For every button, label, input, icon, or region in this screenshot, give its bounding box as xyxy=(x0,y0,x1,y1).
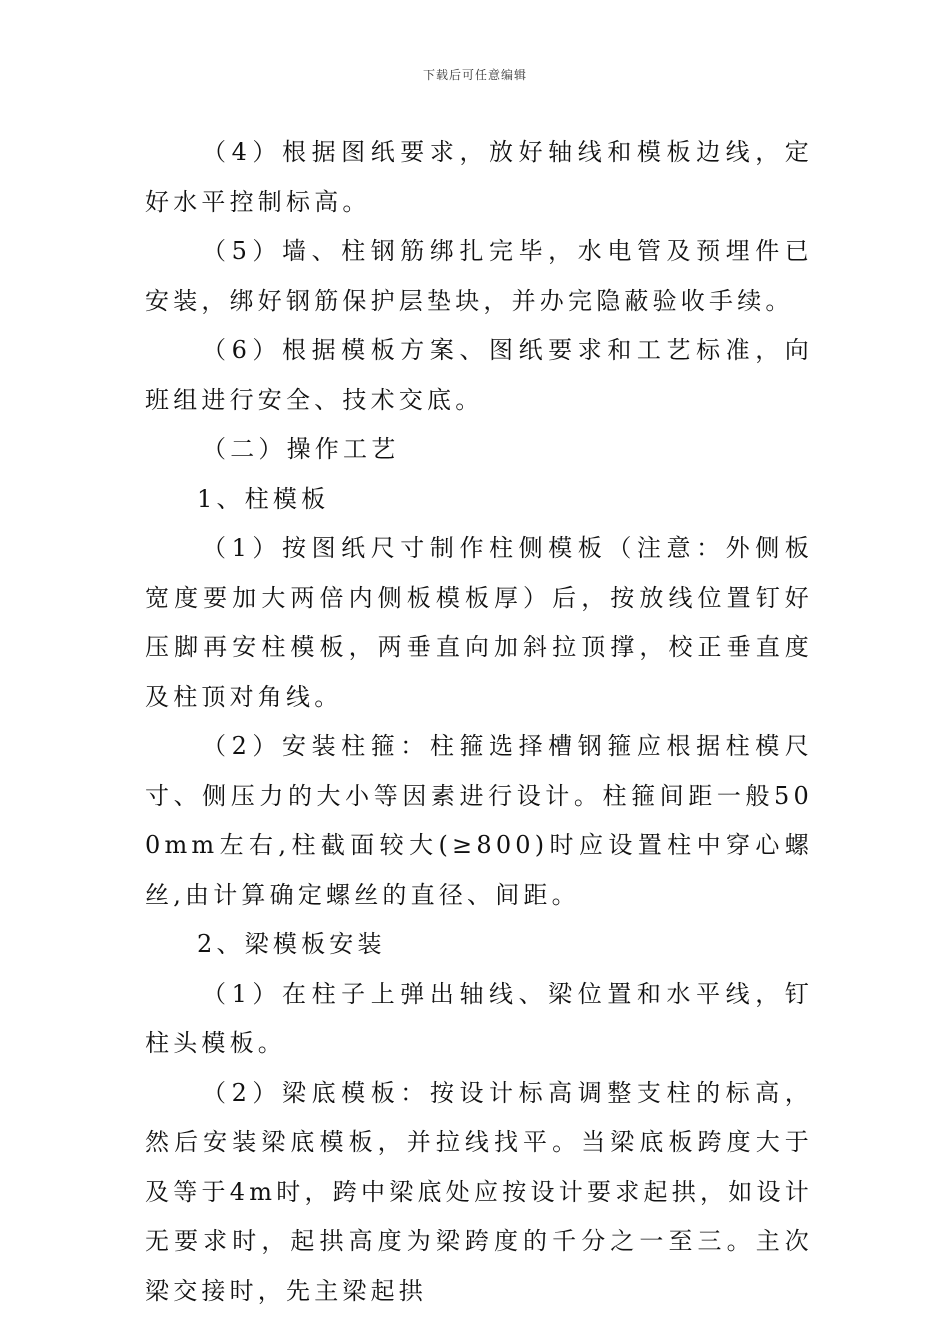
paragraph-4-layout: （4）根据图纸要求，放好轴线和模板边线，定好水平控制标高。 xyxy=(145,138,813,216)
subheading-column-formwork: 1、柱模板 xyxy=(197,484,330,513)
paragraph-6-briefing: （6）根据模板方案、图纸要求和工艺标准，向班组进行安全、技术交底。 xyxy=(145,336,813,414)
header-note: 下载后可任意编辑 xyxy=(422,68,527,82)
paragraph-5-rebar: （5）墙、柱钢筋绑扎完毕，水电管及预埋件已安装，绑好钢筋保护层垫块，并办完隐蔽验收手续。 xyxy=(145,237,813,315)
paragraph-beam-1: （1）在柱子上弹出轴线、梁位置和水平线，钉柱头模板。 xyxy=(145,979,813,1057)
document-body xyxy=(145,128,813,1316)
paragraph-column-2: （2）安装柱箍：柱箍选择槽钢箍应根据柱模尺寸、侧压力的大小等因素进行设计。柱箍间距一般500mm左右,柱截面较大(≥800)时应设置柱中穿心螺丝,由计算确定螺丝的直径、间距。 xyxy=(145,732,813,909)
section-heading-operation: （二）操作工艺 xyxy=(202,435,400,463)
paragraph-beam-2: （2）梁底模板：按设计标高调整支柱的标高，然后安装梁底模板，并拉线找平。当梁底板跨度大于及等于4m时，跨中梁底处应按设计要求起拱，如设计无要求时，起拱高度为梁跨度的千分之一至三。主次梁交接时，先主梁起拱 xyxy=(145,1078,813,1305)
paragraph-column-1: （1）按图纸尺寸制作柱侧模板（注意：外侧板宽度要加大两倍内侧板模板厚）后，按放线位置钉好压脚再安柱模板，两垂直向加斜拉顶撑，校正垂直度及柱顶对角线。 xyxy=(145,534,813,711)
subheading-beam-formwork: 2、梁模板安装 xyxy=(197,930,386,958)
